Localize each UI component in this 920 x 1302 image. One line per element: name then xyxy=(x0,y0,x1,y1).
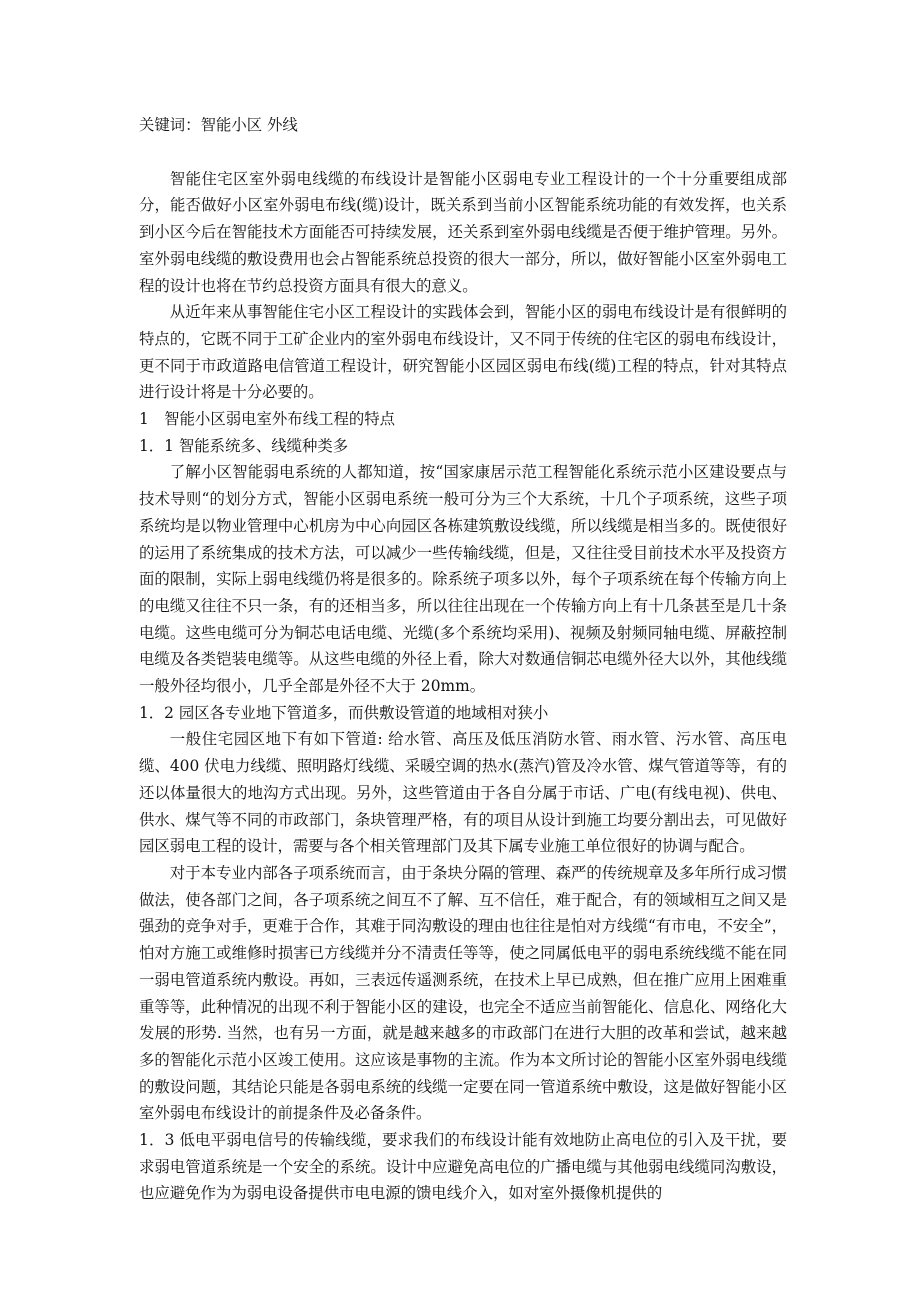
paragraph-intro: 智能住宅区室外弱电线缆的布线设计是智能小区弱电专业工程设计的一个十分重要组成部分，能否做好小区室外弱电布线(缆)设计，既关系到当前小区智能系统功能的有效发挥，也关系到小区今后在智能技术方面能否可持续发展，还关系到室外弱电线缆是否便于维护管理。另外。室外弱电线缆的敷设费用也会占智能系统总投资的很大一部分，所以，做好智能小区室外弱电工程的设计也将在节约总投资方面具有很大的意义。 xyxy=(139,169,787,295)
paragraph-pipelines: 一般住宅园区地下有如下管道: 给水管、高压及低压消防水管、雨水管、污水管、高压电缆、400 伏电力线缆、照明路灯线缆、采暖空调的热水(蒸汽)管及冷水管、煤气管道等等，有的还以体量很大的地沟方式出现。另外，这些管道由于各自分属于市话、广电(有线电视)、供电、供水、煤气等不同的市政部门，条块管理严格，有的项目从设计到施工均要分割出去，可见做好园区弱电工程的设计，需要与各个相关管理部门及其下属专业施工单位很好的协调与配合。 xyxy=(139,730,787,856)
subsection-heading-1-1: 1．1 智能系统多、线缆种类多 xyxy=(139,436,349,455)
section-heading-1: 1 智能小区弱电室外布线工程的特点 xyxy=(139,410,396,429)
subsection-1-3-paragraph: 1．3 低电平弱电信号的传输线缆，要求我们的布线设计能有效地防止高电位的引入及干扰，要求弱电管道系统是一个安全的系统。设计中应避免高电位的广播电缆与其他弱电线缆同沟敷设，也应避免作为为弱电设备提供市电电源的馈电线介入，如对室外摄像机提供的 xyxy=(139,1131,787,1203)
paragraph-systems: 了解小区智能弱电系统的人都知道，按“国家康居示范工程智能化系统示范小区建设要点与技术导则“的划分方式，智能小区弱电系统一般可分为三个大系统，十几个子项系统，这些子项系统均是以物业管理中心机房为中心向园区各栋建筑敷设线缆，所以线缆是相当多的。既使很好的运用了系统集成的技术方法，可以减少一些传输线缆，但是，又往往受目前技术水平及投资方面的限制，实际上弱电线缆仍将是很多的。除系统子项多以外，每个子项系统在每个传输方向上的电缆又往往不只一条，有的还相当多，所以往往出现在一个传输方向上有十几条甚至是几十条电缆。这些电缆可分为铜芯电话电缆、光缆(多个系统均采用)、视频及射频同轴电缆、屏蔽控制电缆及各类铠装电缆等。从这些电缆的外径上看，除大对数通信铜芯电缆外径大以外，其他线缆一般外径均很小，几乎全部是外径不大于 20mm。 xyxy=(139,463,787,696)
keywords-line: 关键词：智能小区 外线 xyxy=(139,116,298,134)
subsection-heading-1-2: 1．2 园区各专业地下管道多，而供敷设管道的地域相对狭小 xyxy=(139,703,549,722)
paragraph-experience: 从近年来从事智能住宅小区工程设计的实践体会到，智能小区的弱电布线设计是有很鲜明的特点的，它既不同于工矿企业内的室外弱电布线设计，又不同于传统的住宅区的弱电布线设计，更不同于市政道路电信管道工程设计，研究智能小区园区弱电布线(缆)工程的特点，针对其特点进行设计将是十分必要的。 xyxy=(139,303,787,402)
document-page xyxy=(139,112,787,1207)
paragraph-coordination: 对于本专业内部各子项系统而言，由于条块分隔的管理、森严的传统规章及多年所行成习惯做法，使各部门之间，各子项系统之间互不了解、互不信任，难于配合，有的领域相互之间又是强劲的竞争对手，更难于合作，其难于同沟敷设的理由也往往是怕对方线缆“有市电，不安全”，怕对方施工或维修时损害已方线缆并分不清责任等等，使之同属低电平的弱电系统线缆不能在同一弱电管道系统内敷设。再如，三表远传遥测系统，在技术上早已成熟，但在推广应用上困难重重等等，此种情况的出现不利于智能小区的建设，也完全不适应当前智能化、信息化、网络化大发展的形势. 当然，也有另一方面，就是越来越多的市政部门在进行大胆的改革和尝试，越来越多的智能化示范小区竣工使用。这应该是事物的主流。作为本文所讨论的智能小区室外弱电线缆的敷设问题，其结论只能是各弱电系统的线缆一定要在同一管道系统中敷设，这是做好智能小区室外弱电布线设计的前提条件及必备条件。 xyxy=(139,863,787,1123)
